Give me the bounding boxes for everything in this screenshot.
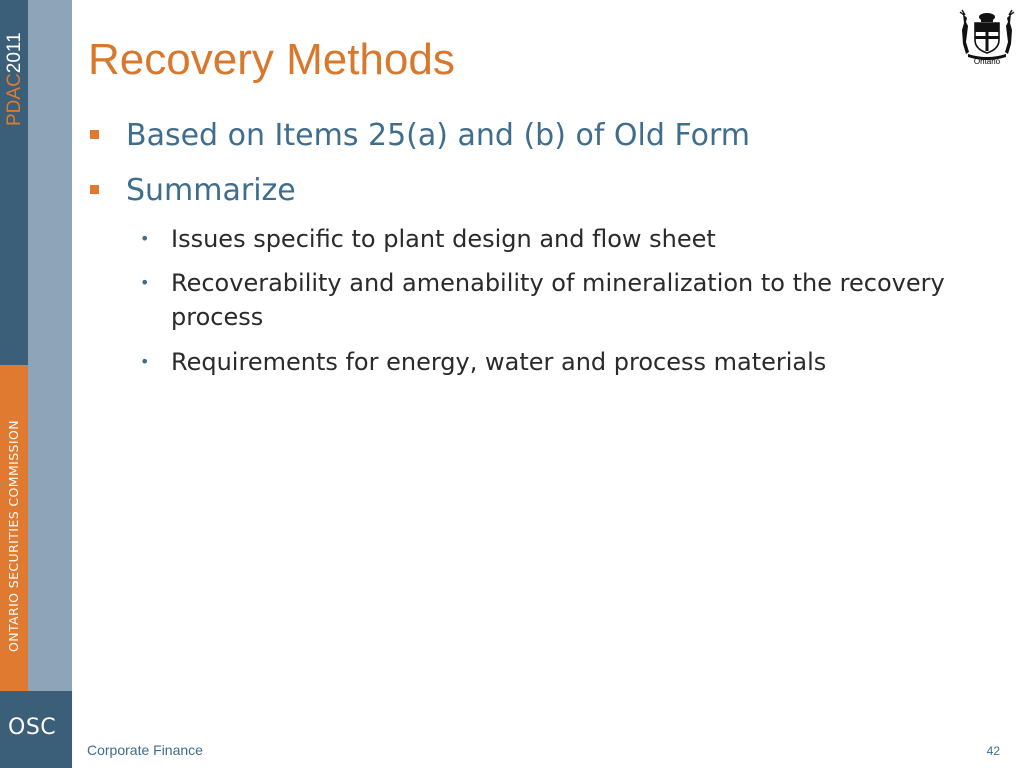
slide-title: Recovery Methods	[88, 35, 455, 84]
sidebar-light-band	[28, 0, 72, 691]
event-prefix: PDAC	[4, 73, 25, 126]
dot-bullet-icon: •	[140, 273, 150, 292]
event-label	[5, 32, 25, 126]
square-bullet-icon	[90, 130, 99, 139]
event-year: 2011	[4, 32, 25, 74]
bullet-text: Based on Items 25(a) and (b) of Old Form	[126, 118, 751, 153]
sub-bullet-text: Issues specific to plant design and flow sheet	[171, 225, 716, 253]
page-number: 42	[986, 744, 1000, 758]
osc-logo-text: OSC	[8, 715, 57, 740]
bullet-text: Summarize	[126, 173, 296, 208]
dot-bullet-icon: •	[140, 352, 150, 371]
logo-label: Ontario	[973, 57, 1001, 66]
commission-label: ONTARIO SECURITIES COMMISSION	[6, 420, 21, 652]
sub-bullet-text: Requirements for energy, water and process materials	[171, 348, 827, 376]
square-bullet-icon	[90, 185, 99, 194]
sub-bullet-text: Recoverability and amenability of mineralization to the recovery process	[171, 269, 945, 331]
dot-bullet-icon: •	[140, 229, 150, 248]
footer-section: Corporate Finance	[87, 742, 203, 758]
